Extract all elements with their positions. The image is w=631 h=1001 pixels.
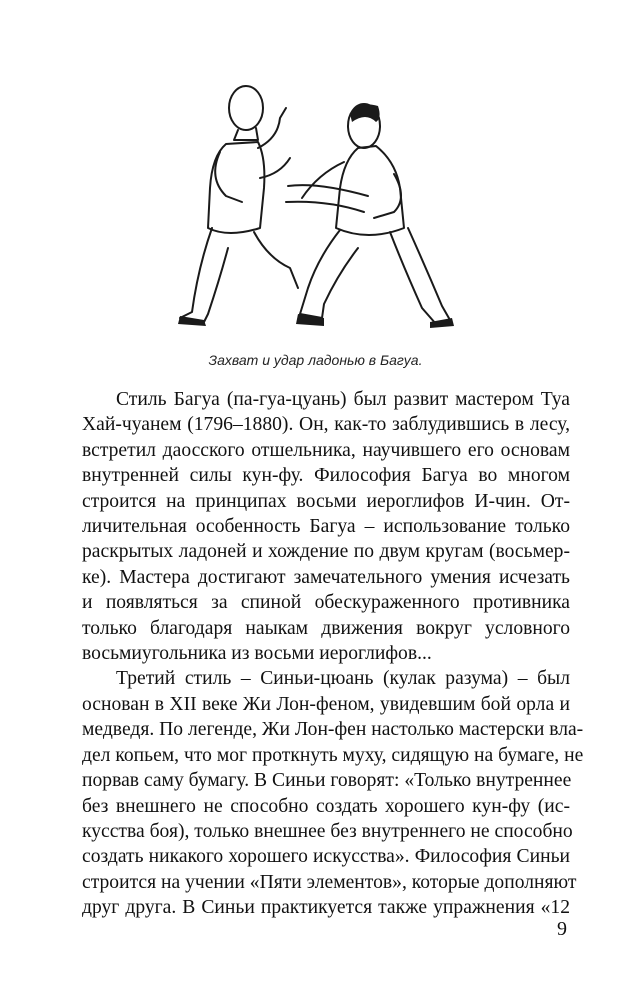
text-line: создать никакого хорошего искусства». Философия Синьи bbox=[82, 846, 570, 868]
paragraph bbox=[82, 387, 570, 666]
text-line: только благодаря наыкам движения вокруг условного bbox=[82, 617, 570, 639]
text-line: восьмиугольника из восьми иероглифов... bbox=[82, 643, 432, 665]
right-fighter bbox=[296, 104, 454, 328]
left-fighter bbox=[178, 86, 368, 326]
body-text bbox=[82, 387, 584, 921]
text-line: внутренней силы кун-фу. Философия Багуа во многом bbox=[82, 465, 570, 487]
paragraph bbox=[82, 666, 584, 920]
text-line: основан в XII веке Жи Лон-феном, увидевшим бой орла и bbox=[82, 693, 570, 715]
text-line: строится на принципах восьми иероглифов И-чин. От- bbox=[82, 490, 570, 512]
martial-arts-icon bbox=[168, 78, 468, 340]
text-line: кусства боя), только внешнее без внутреннего не способно bbox=[82, 820, 573, 842]
text-line: друг друга. В Синьи практикуется также упражнения «12 bbox=[82, 897, 570, 919]
text-line: медведя. По легенде, Жи Лон-фен настолько мастерски вла- bbox=[82, 719, 584, 741]
text-line: порвав саму бумагу. В Синьи говорят: «Только внутреннее bbox=[82, 770, 572, 792]
text-line: и появляться за спиной обескураженного противника bbox=[82, 592, 570, 614]
text-line: раскрытых ладоней и хождение по двум кругам (восьмер- bbox=[82, 541, 570, 563]
text-line: личительная особенность Багуа – использование только bbox=[82, 516, 570, 538]
text-line: дел копьем, что мог проткнуть муху, сидящую на бумаге, не bbox=[82, 744, 584, 766]
text-line: строится на учении «Пяти элементов», которые дополняют bbox=[82, 871, 577, 893]
martial-arts-illustration bbox=[168, 78, 468, 340]
figure-caption: Захват и удар ладонью в Багуа. bbox=[208, 352, 423, 368]
text-line: Хай-чуанем (1796–1880). Он, как-то заблудившись в лесу, bbox=[82, 414, 570, 436]
page-number: 9 bbox=[557, 918, 567, 940]
text-line: ке). Мастера достигают замечательного умения исчезать bbox=[82, 566, 570, 588]
text-line: Стиль Багуа (па-гуа-цуань) был развит мастером Туа bbox=[116, 389, 570, 410]
text-line: Третий стиль – Синьи-цюань (кулак разума) – был bbox=[116, 668, 570, 690]
text-line: без внешнего не способно создать хорошего кун-фу (ис- bbox=[82, 795, 570, 817]
text-line: встретил даосского отшельника, научившего его основам bbox=[82, 439, 570, 461]
